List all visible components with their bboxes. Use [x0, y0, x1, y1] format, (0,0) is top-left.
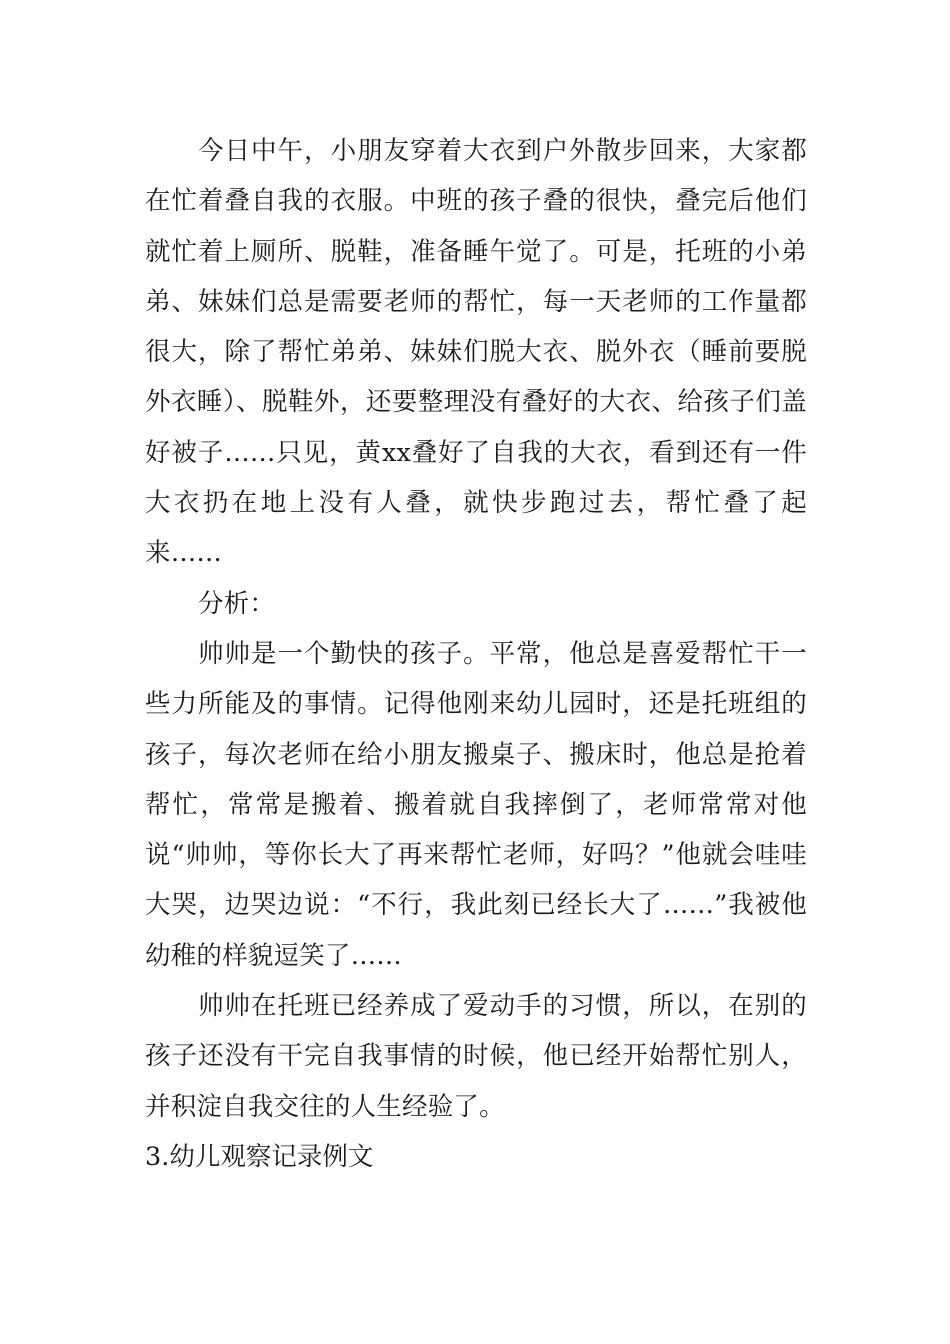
paragraph-analysis-label: 分析： — [198, 588, 276, 619]
paragraph-analysis-body: 帅帅是一个勤快的孩子。平常，他总是喜爱帮忙干一些力所能及的事情。记得他刚来幼儿园时，还是托班组的孩子，每次老师在给小朋友搬桌子、搬床时，他总是抢着帮忙，常常是搬着、搬着就自我摔倒了，老师常常对他说“帅帅，等你长大了再来帮忙老师，好吗？”他就会哇哇大哭，边哭边说：“不行，我此刻已经长大了……”我被他幼稚的样貌逗笑了…… — [145, 638, 807, 971]
section-heading: 3.幼儿观察记录例文 — [145, 1141, 374, 1172]
document-body — [145, 126, 807, 1182]
paragraph-conclusion: 帅帅在托班已经养成了爱动手的习惯，所以，在别的孩子还没有干完自我事情的时候，他已经开始帮忙别人，并积淀自我交往的人生经验了。 — [145, 991, 807, 1122]
paragraph-observation: 今日中午，小朋友穿着大衣到户外散步回来，大家都在忙着叠自我的衣服。中班的孩子叠的很快，叠完后他们就忙着上厕所、脱鞋，准备睡午觉了。可是，托班的小弟弟、妹妹们总是需要老师的帮忙，每一天老师的工作量都很大，除了帮忙弟弟、妹妹们脱大衣、脱外衣（睡前要脱外衣睡）、脱鞋外，还要整理没有叠好的大衣、给孩子们盖好被子……只见，黄xx叠好了自我的大衣，看到还有一件大衣扔在地上没有人叠，就快步跑过去，帮忙叠了起来…… — [145, 136, 807, 569]
